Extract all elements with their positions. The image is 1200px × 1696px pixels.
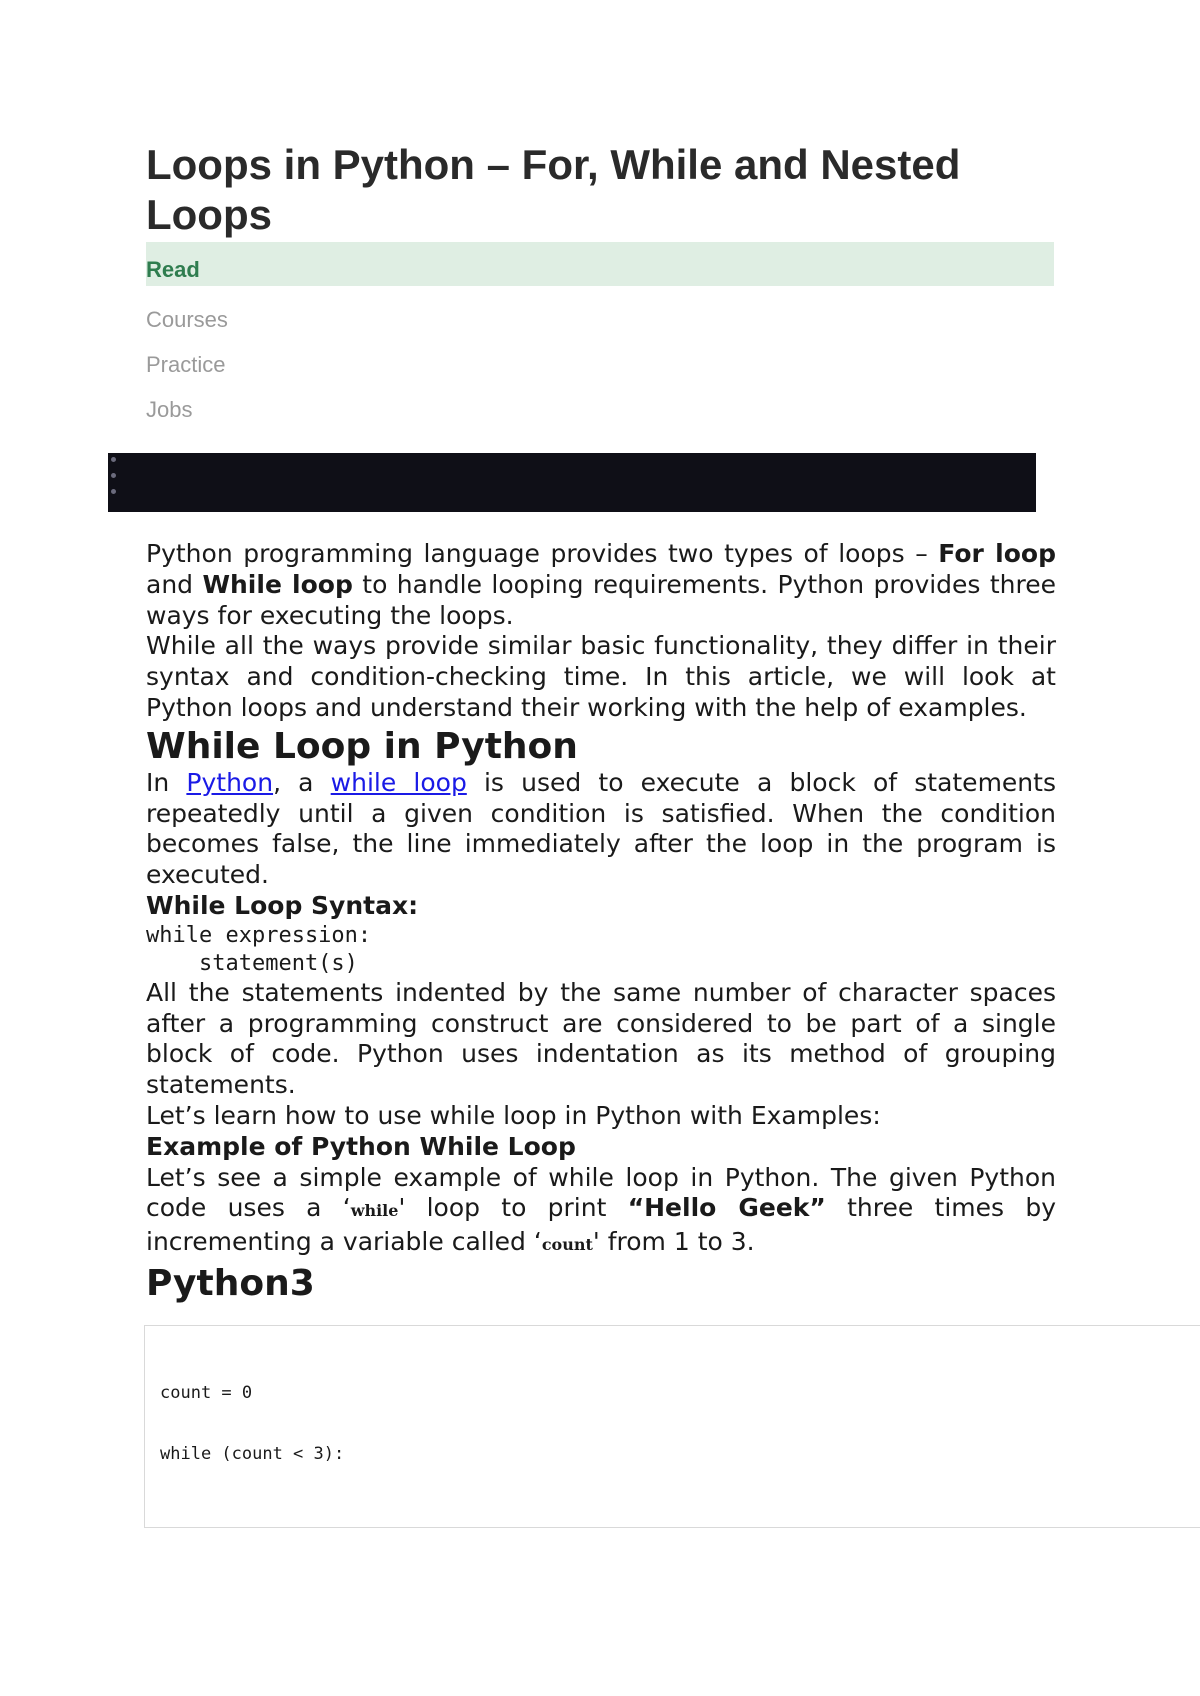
tab-courses[interactable]: Courses: [146, 307, 228, 332]
article-body: [146, 539, 1056, 1305]
dot-icon: [111, 457, 116, 462]
intro-paragraph-2: While all the ways provide similar basic functionality, they differ in their syntax and condition-checking time. In this article, we will look at Python loops and understand their working with the help of examples.: [146, 631, 1056, 722]
code-language-heading: Python3: [146, 1262, 315, 1304]
python-link[interactable]: Python: [186, 767, 274, 797]
while-loop-paragraph: In Python, a while loop is used to execute a block of statements repeatedly until a given condition is satisfied. When the condition becomes false, the line immediately after the loop in the program is executed.: [146, 767, 1056, 890]
dot-icon: [111, 489, 116, 494]
example-paragraph: Let’s see a simple example of while loop in Python. The given Python code uses a ‘while' loop to print “Hello Geek” three times by incrementing a variable called ‘count' from 1 to 3.: [146, 1162, 1056, 1257]
tab-read-label: Read: [146, 257, 200, 282]
code-line: while (count < 3):: [160, 1444, 345, 1464]
dot-icon: [111, 473, 116, 478]
tab-practice[interactable]: Practice: [146, 352, 226, 377]
dark-banner: [108, 453, 1036, 512]
inline-code-count: count: [541, 1235, 593, 1255]
hello-geek-term: “Hello Geek”: [627, 1193, 826, 1223]
indentation-paragraph: All the statements indented by the same number of character spaces after a programming construct are considered to be part of a single block of code. Python uses indentation as its method of grouping statements.: [146, 977, 1056, 1100]
code-line: count = 0: [160, 1383, 253, 1403]
learn-line: Let’s learn how to use while loop in Python with Examples:: [146, 1100, 881, 1130]
inline-code-while: while: [350, 1201, 399, 1221]
intro-paragraph: Python programming language provides two types of loops – For loop and While loop to handle looping requirements. Python provides three ways for executing the loops.: [146, 539, 1056, 630]
tab-read[interactable]: [146, 242, 1054, 286]
syntax-heading: While Loop Syntax:: [146, 890, 419, 920]
syntax-line: while expression:: [146, 922, 372, 948]
while-loop-term: While loop: [202, 569, 353, 599]
code-block[interactable]: [144, 1325, 1200, 1528]
page-title: Loops in Python – For, While and Nested Loops: [146, 141, 961, 238]
syntax-line: statement(s): [146, 950, 358, 976]
while-loop-heading: While Loop in Python: [146, 725, 578, 767]
example-heading: Example of Python While Loop: [146, 1131, 576, 1161]
tab-jobs[interactable]: Jobs: [146, 397, 193, 422]
for-loop-term: For loop: [938, 539, 1056, 568]
while-loop-link[interactable]: while loop: [330, 767, 467, 797]
